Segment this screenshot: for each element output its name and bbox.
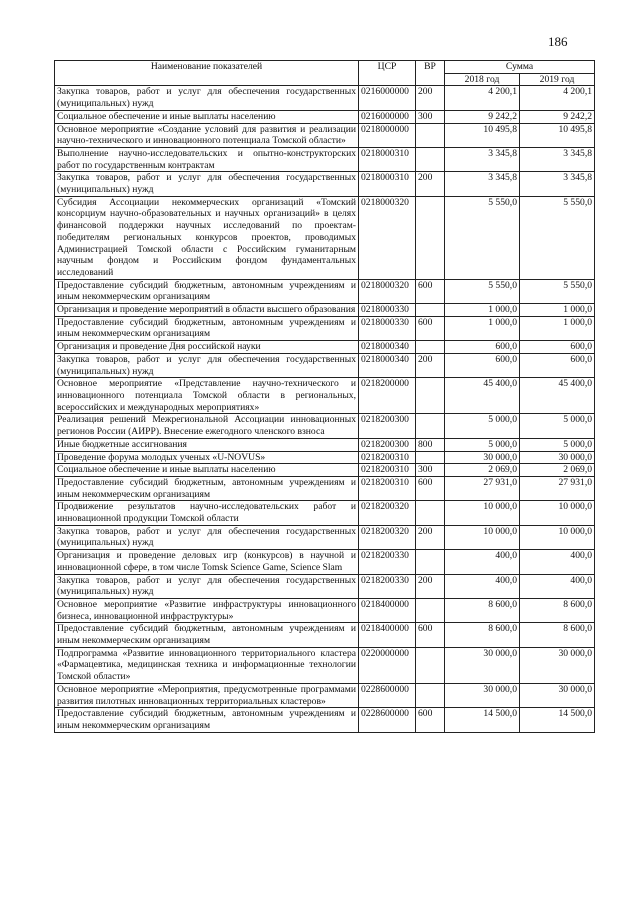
- row-csr-cell: 0218200000: [359, 378, 416, 414]
- table-row: [55, 341, 595, 354]
- table-row: [55, 110, 595, 123]
- row-name-cell: Основное мероприятие «Мероприятия, предусмотренные программами развития пилотных инновационных территориальных кластеров»: [55, 683, 359, 707]
- row-sum-2019-cell: 1 000,0: [520, 304, 595, 317]
- table-row: [55, 172, 595, 196]
- row-name-cell: Закупка товаров, работ и услуг для обеспечения государственных (муниципальных) нужд: [55, 86, 359, 110]
- row-sum-2018-cell: 5 000,0: [445, 438, 520, 451]
- table-row: [55, 464, 595, 477]
- table-row: [55, 86, 595, 110]
- row-vr-cell: 600: [416, 279, 445, 303]
- row-csr-cell: 0218000340: [359, 353, 416, 377]
- row-csr-cell: 0218000330: [359, 316, 416, 340]
- row-sum-2018-cell: 45 400,0: [445, 378, 520, 414]
- row-vr-cell: 200: [416, 172, 445, 196]
- row-name-cell: Выполнение научно-исследовательских и опытно-конструкторских работ по государственным контрактам: [55, 147, 359, 171]
- table-row: [55, 501, 595, 525]
- table-row: [55, 550, 595, 574]
- row-sum-2018-cell: 400,0: [445, 574, 520, 598]
- table-row: [55, 647, 595, 683]
- table-row: [55, 683, 595, 707]
- row-csr-cell: 0218000340: [359, 341, 416, 354]
- row-sum-2019-cell: 400,0: [520, 550, 595, 574]
- row-sum-2018-cell: 27 931,0: [445, 476, 520, 500]
- row-name-cell: Основное мероприятие «Представление научно-технического и инновационного потенциала Томской области в региональных, всероссийских и международных мероприятиях»: [55, 378, 359, 414]
- row-vr-cell: [416, 196, 445, 279]
- row-sum-2018-cell: 9 242,2: [445, 110, 520, 123]
- row-sum-2019-cell: 600,0: [520, 353, 595, 377]
- table-row: [55, 378, 595, 414]
- row-sum-2019-cell: 4 200,1: [520, 86, 595, 110]
- row-sum-2018-cell: 30 000,0: [445, 683, 520, 707]
- header-year-2019: 2019 год: [520, 73, 595, 86]
- row-sum-2019-cell: 30 000,0: [520, 647, 595, 683]
- row-sum-2019-cell: 600,0: [520, 341, 595, 354]
- row-name-cell: Предоставление субсидий бюджетным, автономным учреждениям и иным некоммерческим организациям: [55, 316, 359, 340]
- row-sum-2019-cell: 2 069,0: [520, 464, 595, 477]
- row-sum-2018-cell: 10 495,8: [445, 123, 520, 147]
- row-csr-cell: 0228600000: [359, 708, 416, 732]
- row-sum-2018-cell: 4 200,1: [445, 86, 520, 110]
- row-name-cell: Закупка товаров, работ и услуг для обеспечения государственных (муниципальных) нужд: [55, 574, 359, 598]
- row-sum-2018-cell: 600,0: [445, 341, 520, 354]
- row-sum-2018-cell: 10 000,0: [445, 501, 520, 525]
- table-row: [55, 525, 595, 549]
- row-vr-cell: [416, 598, 445, 622]
- table-row: [55, 574, 595, 598]
- row-sum-2018-cell: 2 069,0: [445, 464, 520, 477]
- row-sum-2018-cell: 5 550,0: [445, 196, 520, 279]
- row-csr-cell: 0216000000: [359, 110, 416, 123]
- row-name-cell: Субсидия Ассоциации некоммерческих организаций «Томский консорциум научно-образовательных и научных организаций» в целях финансовой поддержки научных исследований по проектам-победителям региональных конкурсов проектов, проводимых Администрацией Томской области с Российским гуманитарным научным фондом и Российским фондом фундаментальных исследований: [55, 196, 359, 279]
- row-sum-2019-cell: 10 000,0: [520, 501, 595, 525]
- row-sum-2019-cell: 5 000,0: [520, 414, 595, 438]
- row-name-cell: Социальное обеспечение и иные выплаты населению: [55, 110, 359, 123]
- row-sum-2019-cell: 5 000,0: [520, 438, 595, 451]
- header-name: Наименование показателей: [55, 61, 359, 86]
- row-sum-2018-cell: 3 345,8: [445, 147, 520, 171]
- row-sum-2019-cell: 30 000,0: [520, 683, 595, 707]
- row-sum-2019-cell: 30 000,0: [520, 451, 595, 464]
- table-row: [55, 316, 595, 340]
- row-vr-cell: [416, 123, 445, 147]
- row-sum-2018-cell: 8 600,0: [445, 623, 520, 647]
- table-row: [55, 438, 595, 451]
- row-name-cell: Социальное обеспечение и иные выплаты населению: [55, 464, 359, 477]
- row-vr-cell: 800: [416, 438, 445, 451]
- row-csr-cell: 0218200310: [359, 476, 416, 500]
- row-name-cell: Основное мероприятие «Создание условий для развития и реализации научно-технического и инновационного потенциала Томской области»: [55, 123, 359, 147]
- table-row: [55, 353, 595, 377]
- table-row: [55, 708, 595, 732]
- header-sum: Сумма: [445, 61, 595, 74]
- row-csr-cell: 0220000000: [359, 647, 416, 683]
- row-csr-cell: 0218000310: [359, 147, 416, 171]
- row-sum-2019-cell: 3 345,8: [520, 147, 595, 171]
- row-sum-2019-cell: 9 242,2: [520, 110, 595, 123]
- row-csr-cell: 0218400000: [359, 623, 416, 647]
- table-row: [55, 451, 595, 464]
- row-vr-cell: [416, 378, 445, 414]
- row-csr-cell: 0218200320: [359, 525, 416, 549]
- row-vr-cell: 200: [416, 86, 445, 110]
- row-sum-2018-cell: 30 000,0: [445, 647, 520, 683]
- table-row: [55, 414, 595, 438]
- row-vr-cell: 600: [416, 316, 445, 340]
- table-row: [55, 623, 595, 647]
- row-vr-cell: 300: [416, 110, 445, 123]
- row-vr-cell: [416, 147, 445, 171]
- row-vr-cell: [416, 414, 445, 438]
- table-row: [55, 598, 595, 622]
- row-sum-2018-cell: 3 345,8: [445, 172, 520, 196]
- row-name-cell: Закупка товаров, работ и услуг для обеспечения государственных (муниципальных) нужд: [55, 525, 359, 549]
- row-vr-cell: 600: [416, 476, 445, 500]
- row-csr-cell: 0218000320: [359, 196, 416, 279]
- table-row: [55, 279, 595, 303]
- row-vr-cell: 200: [416, 353, 445, 377]
- row-sum-2018-cell: 1 000,0: [445, 316, 520, 340]
- row-name-cell: Организация и проведение мероприятий в области высшего образования: [55, 304, 359, 317]
- row-csr-cell: 0218200330: [359, 550, 416, 574]
- row-name-cell: Основное мероприятие «Развитие инфраструктуры инновационного бизнеса, инновационной инфраструктуры»: [55, 598, 359, 622]
- row-vr-cell: [416, 501, 445, 525]
- row-csr-cell: 0218000310: [359, 172, 416, 196]
- row-sum-2018-cell: 5 000,0: [445, 414, 520, 438]
- row-sum-2018-cell: 30 000,0: [445, 451, 520, 464]
- row-sum-2019-cell: 400,0: [520, 574, 595, 598]
- table-header: [55, 61, 595, 86]
- row-vr-cell: [416, 683, 445, 707]
- row-sum-2018-cell: 400,0: [445, 550, 520, 574]
- row-name-cell: Закупка товаров, работ и услуг для обеспечения государственных (муниципальных) нужд: [55, 172, 359, 196]
- row-name-cell: Закупка товаров, работ и услуг для обеспечения государственных (муниципальных) нужд: [55, 353, 359, 377]
- row-vr-cell: [416, 550, 445, 574]
- row-csr-cell: 0218200310: [359, 464, 416, 477]
- row-csr-cell: 0218000320: [359, 279, 416, 303]
- row-name-cell: Предоставление субсидий бюджетным, автономным учреждениям и иным некоммерческим организациям: [55, 279, 359, 303]
- table-body: [55, 86, 595, 732]
- row-sum-2019-cell: 5 550,0: [520, 279, 595, 303]
- row-vr-cell: 300: [416, 464, 445, 477]
- row-csr-cell: 0218200300: [359, 438, 416, 451]
- header-csr: ЦСР: [359, 61, 416, 86]
- row-sum-2019-cell: 10 495,8: [520, 123, 595, 147]
- row-sum-2019-cell: 5 550,0: [520, 196, 595, 279]
- row-vr-cell: 600: [416, 623, 445, 647]
- row-vr-cell: [416, 341, 445, 354]
- row-name-cell: Подпрограмма «Развитие инновационного территориального кластера «Фармацевтика, медицинская техника и информационные технологии Томской области»: [55, 647, 359, 683]
- row-sum-2019-cell: 1 000,0: [520, 316, 595, 340]
- row-vr-cell: [416, 304, 445, 317]
- row-sum-2018-cell: 5 550,0: [445, 279, 520, 303]
- row-name-cell: Предоставление субсидий бюджетным, автономным учреждениям и иным некоммерческим организациям: [55, 623, 359, 647]
- table-row: [55, 123, 595, 147]
- row-sum-2018-cell: 14 500,0: [445, 708, 520, 732]
- row-vr-cell: 600: [416, 708, 445, 732]
- header-year-2018: 2018 год: [445, 73, 520, 86]
- row-csr-cell: 0228600000: [359, 683, 416, 707]
- table-row: [55, 147, 595, 171]
- row-csr-cell: 0216000000: [359, 86, 416, 110]
- row-sum-2019-cell: 14 500,0: [520, 708, 595, 732]
- row-sum-2018-cell: 1 000,0: [445, 304, 520, 317]
- row-vr-cell: [416, 451, 445, 464]
- row-name-cell: Организация и проведение Дня российской науки: [55, 341, 359, 354]
- row-name-cell: Реализация решений Межрегиональной Ассоциации инновационных регионов России (АИРР). Внесение ежегодного членского взноса: [55, 414, 359, 438]
- row-name-cell: Предоставление субсидий бюджетным, автономным учреждениям и иным некоммерческим организациям: [55, 708, 359, 732]
- header-vr: ВР: [416, 61, 445, 86]
- row-name-cell: Предоставление субсидий бюджетным, автономным учреждениям и иным некоммерческим организациям: [55, 476, 359, 500]
- row-csr-cell: 0218400000: [359, 598, 416, 622]
- row-sum-2019-cell: 45 400,0: [520, 378, 595, 414]
- row-csr-cell: 0218200310: [359, 451, 416, 464]
- row-sum-2018-cell: 8 600,0: [445, 598, 520, 622]
- row-sum-2019-cell: 8 600,0: [520, 623, 595, 647]
- row-name-cell: Продвижение результатов научно-исследовательских работ и инновационной продукции Томской области: [55, 501, 359, 525]
- table-row: [55, 476, 595, 500]
- row-sum-2019-cell: 3 345,8: [520, 172, 595, 196]
- row-vr-cell: [416, 647, 445, 683]
- row-sum-2018-cell: 600,0: [445, 353, 520, 377]
- row-name-cell: Проведение форума молодых ученых «U-NOVUS»: [55, 451, 359, 464]
- row-sum-2018-cell: 10 000,0: [445, 525, 520, 549]
- table-row: [55, 304, 595, 317]
- row-vr-cell: 200: [416, 525, 445, 549]
- row-sum-2019-cell: 10 000,0: [520, 525, 595, 549]
- row-vr-cell: 200: [416, 574, 445, 598]
- row-csr-cell: 0218000330: [359, 304, 416, 317]
- row-sum-2019-cell: 27 931,0: [520, 476, 595, 500]
- row-sum-2019-cell: 8 600,0: [520, 598, 595, 622]
- page-number: 186: [548, 34, 568, 49]
- row-name-cell: Иные бюджетные ассигнования: [55, 438, 359, 451]
- row-csr-cell: 0218200320: [359, 501, 416, 525]
- row-csr-cell: 0218200300: [359, 414, 416, 438]
- row-csr-cell: 0218200330: [359, 574, 416, 598]
- row-csr-cell: 0218000000: [359, 123, 416, 147]
- row-name-cell: Организация и проведение деловых игр (конкурсов) в научной и инновационной сфере, в том числе Tomsk Science Game, Science Slam: [55, 550, 359, 574]
- budget-table: [54, 60, 595, 733]
- table-row: [55, 196, 595, 279]
